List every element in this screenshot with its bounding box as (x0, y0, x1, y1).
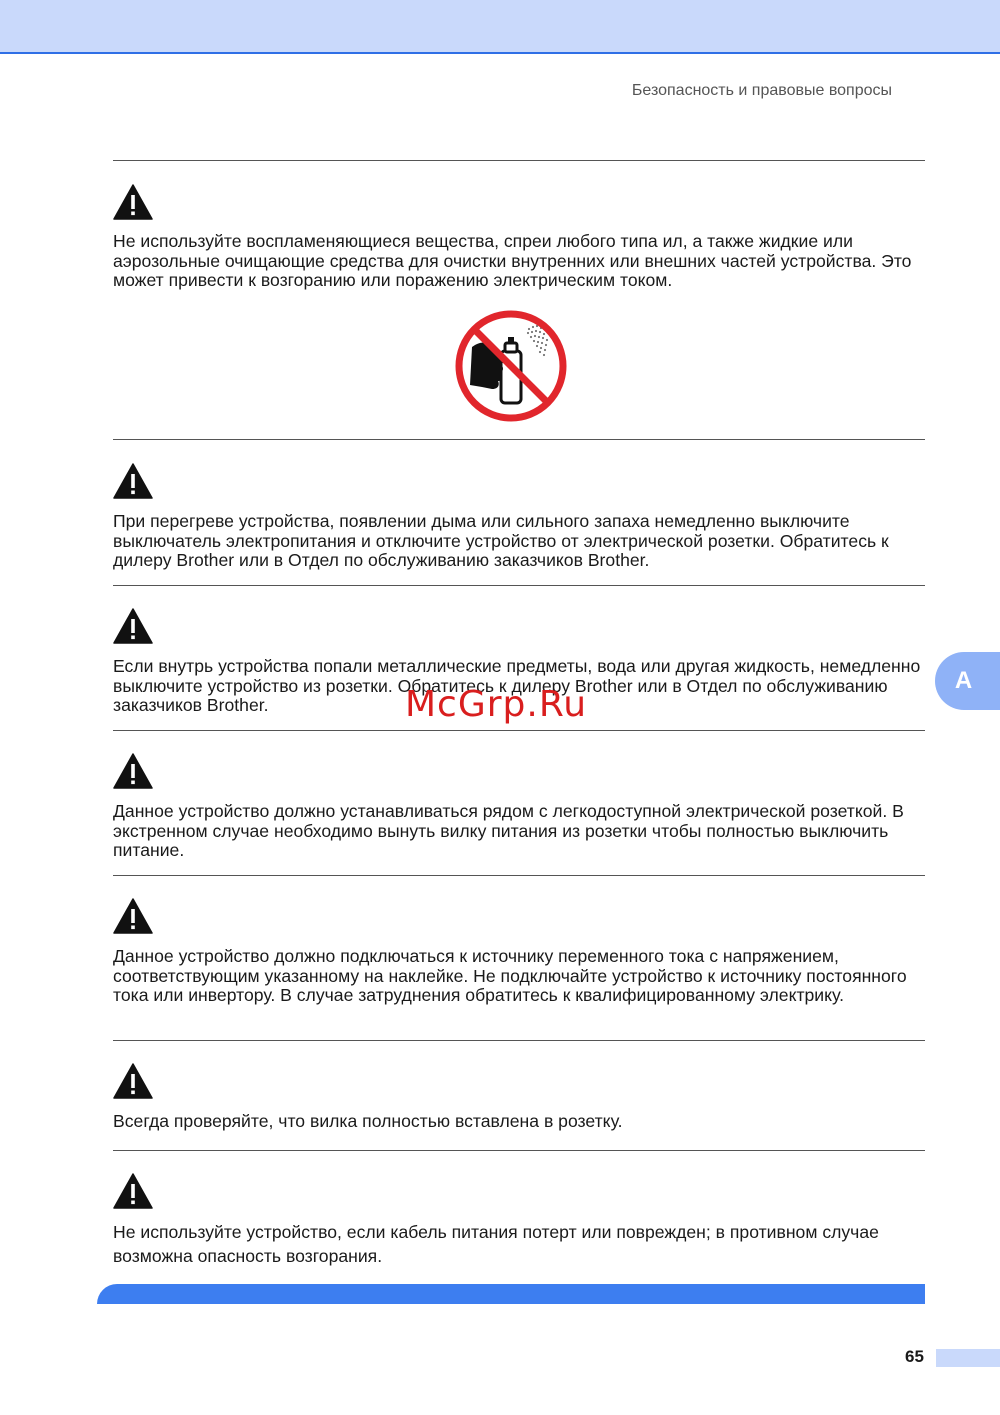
warning-triangle-icon (113, 753, 153, 789)
page-number-band (936, 1349, 1000, 1367)
section-divider (113, 875, 925, 876)
section-divider (113, 585, 925, 586)
section-divider (113, 1040, 925, 1041)
watermark: McGrp.Ru (405, 684, 588, 725)
warning-triangle-icon (113, 463, 153, 499)
chapter-tab[interactable]: A (935, 652, 1000, 710)
warning-triangle-icon (113, 1173, 153, 1209)
section-divider (113, 730, 925, 731)
warning-text: Не используйте воспламеняющиеся вещества, спреи любого типа ил, а также жидкие или аэрозольные очищающие средства для очистки внутренних или внешних частей устройства. Это может привести к возгоранию или поражению электрическим током. (113, 231, 912, 291)
no-spray-icon (452, 307, 570, 425)
warning-text: Всегда проверяйте, что вилка полностью вставлена в розетку. (113, 1111, 623, 1131)
warning-text: При перегреве устройства, появлении дыма или сильного запаха немедленно выключите выключатель электропитания и отключите устройство от электрической розетки. Обратитесь к дилеру Brother или в Отдел по обслуживанию заказчиков Brother. (113, 511, 889, 571)
top-header-band (0, 0, 1000, 54)
section-divider (113, 1150, 925, 1151)
section-divider (113, 160, 925, 161)
warning-text: Данное устройство должно устанавливаться рядом с легкодоступной электрической розеткой. В экстренном случае необходимо вынуть вилку питания из розетки чтобы полностью выключить питание. (113, 801, 904, 861)
warning-text: Не используйте устройство, если кабель питания потерт или поврежден; в противном случае возможна опасность возгорания. (113, 1222, 879, 1266)
warning-triangle-icon (113, 1063, 153, 1099)
warning-text: Если внутрь устройства попали металлические предметы, вода или другая жидкость, немедленно выключите устройство из розетки. Обратитесь к дилеру Brother или в Отдел по обслуживанию заказчиков Brother. (113, 656, 921, 716)
page-number: 65 (905, 1347, 924, 1366)
running-head: Безопасность и правовые вопросы (631, 82, 892, 99)
warning-triangle-icon (113, 184, 153, 220)
section-divider (113, 439, 925, 440)
warning-triangle-icon (113, 898, 153, 934)
warning-triangle-icon (113, 608, 153, 644)
warning-text: Данное устройство должно подключаться к источнику переменного тока с напряжением, соответствующим указанному на наклейке. Не подключайте устройство к источнику постоянного тока или инвертору. В случае затруднения обратитесь к квалифицированному электрику. (113, 946, 907, 1006)
footer-bar (97, 1284, 925, 1304)
